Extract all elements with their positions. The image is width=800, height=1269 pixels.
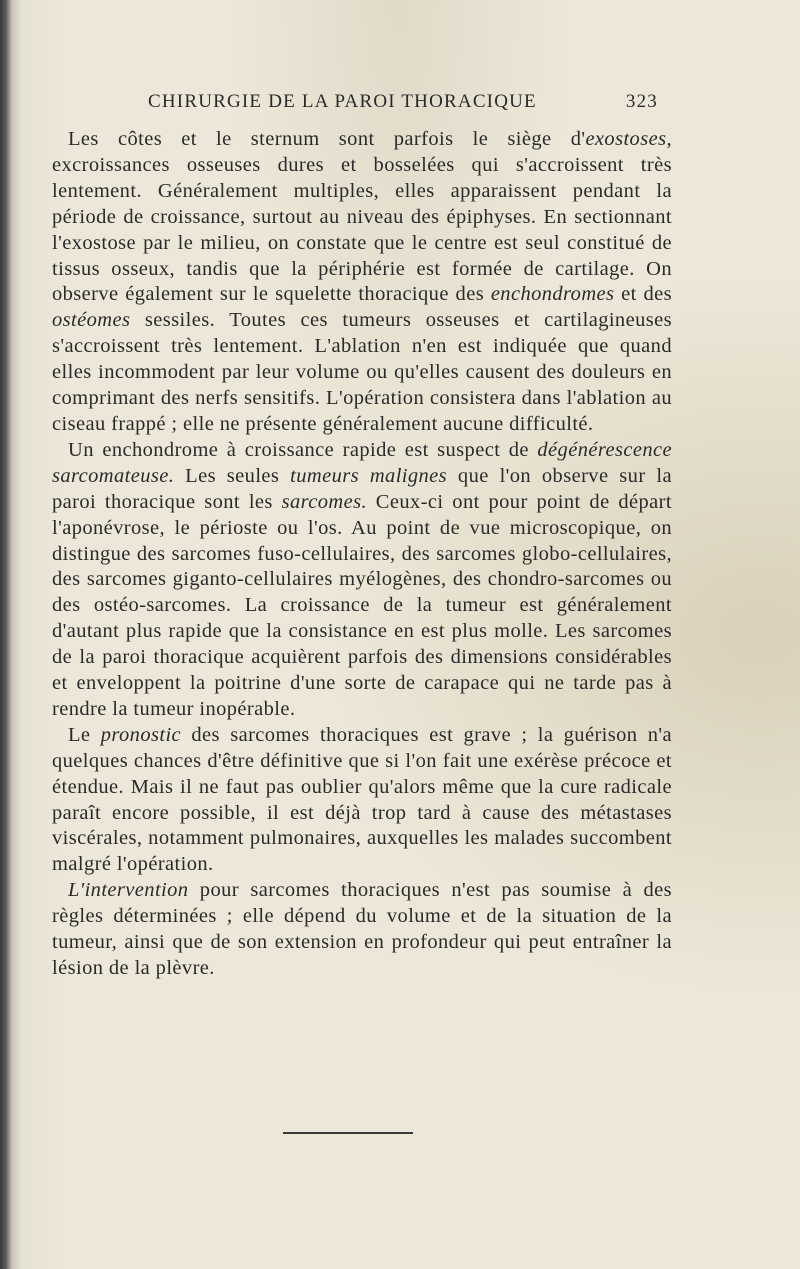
text-run: Les seules xyxy=(174,464,291,487)
text-run: pour sarcomes thoraciques n'est pas soumise à des règles déterminées ; elle dépend du volume et de la situation de la tumeur, ainsi que de son extension en profondeur qui peut entraîner la lésion de la plèvre. xyxy=(52,879,672,979)
text-run: Le xyxy=(68,723,101,746)
text-run: sessiles. Toutes ces tumeurs osseuses et cartilagineuses s'accroissent très lentement. L'ablation n'en est indiquée que quand elles incommodent par leur volume ou qu'elles causent des douleurs en comprimant des nerfs sensitifs. L'opération consistera dans l'ablation au ciseau frappé ; elle ne présente généralement aucune difficulté. xyxy=(52,309,672,435)
text-run: Un enchondrome à croissance rapide est suspect de xyxy=(68,438,538,461)
text-run: Ceux-ci ont pour point de départ l'aponévrose, le périoste ou l'os. Au point de vue microscopique, on distingue des sarcomes fuso-cellulaires, des sarcomes globo-cellulaires, des sarcomes giganto-cellulaires myélogènes, des chondro-sarcomes ou des ostéo-sarcomes. La croissance de la tumeur est généralement d'autant plus rapide que la consistance en est plus molle. Les sarcomes de la paroi thoracique acquièrent parfois des dimensions considérables et enveloppent la poitrine d'une sorte de carapace qui ne tarde pas à rendre la tumeur inopérable. xyxy=(52,490,672,720)
text-run: excroissances osseuses dures et bosselées qui s'accroissent très lentement. Généralement multiples, elles apparaissent pendant la période de croissance, surtout au niveau des épiphyses. En sectionnant l'exostose par le milieu, on constate que le centre est seul constitué de tissus osseux, tandis que la périphérie est formée de cartilage. On observe également sur le squelette thoracique des xyxy=(52,153,672,306)
text-run: Les côtes et le sternum sont parfois le siège d' xyxy=(68,128,586,150)
running-head-title: CHIRURGIE DE LA PAROI THORACIQUE xyxy=(148,91,537,112)
italic-term: ostéomes xyxy=(52,309,131,332)
italic-term: L'intervention xyxy=(68,879,189,902)
end-rule xyxy=(283,1132,413,1134)
paragraph xyxy=(52,438,672,723)
italic-term: dégénérescence sarcomateuse. xyxy=(52,438,672,487)
body-text xyxy=(52,127,672,982)
italic-term: exostoses, xyxy=(585,128,672,150)
running-head xyxy=(148,91,658,119)
text-run: et des xyxy=(614,283,672,306)
italic-term: tumeurs malignes xyxy=(290,464,448,487)
text-run: des sarcomes thoraciques est grave ; la guérison n'a quelques chances d'être définitive que si l'on fait une exérèse précoce et étendue. Mais il ne faut pas oublier qu'alors même que la cure radicale paraît encore possible, il est déjà trop tard à cause des métastases viscérales, notamment pulmonaires, auxquelles les malades succombent malgré l'opération. xyxy=(52,723,672,876)
paragraph xyxy=(52,878,672,982)
italic-term: enchondromes xyxy=(490,283,615,306)
text-run: que l'on observe sur la paroi thoracique sont les xyxy=(52,464,672,513)
italic-term: pronostic xyxy=(100,723,182,746)
page-number: 323 xyxy=(625,91,658,112)
paragraph xyxy=(52,127,672,438)
paragraph xyxy=(52,723,672,878)
italic-term: sarcomes. xyxy=(281,490,367,513)
